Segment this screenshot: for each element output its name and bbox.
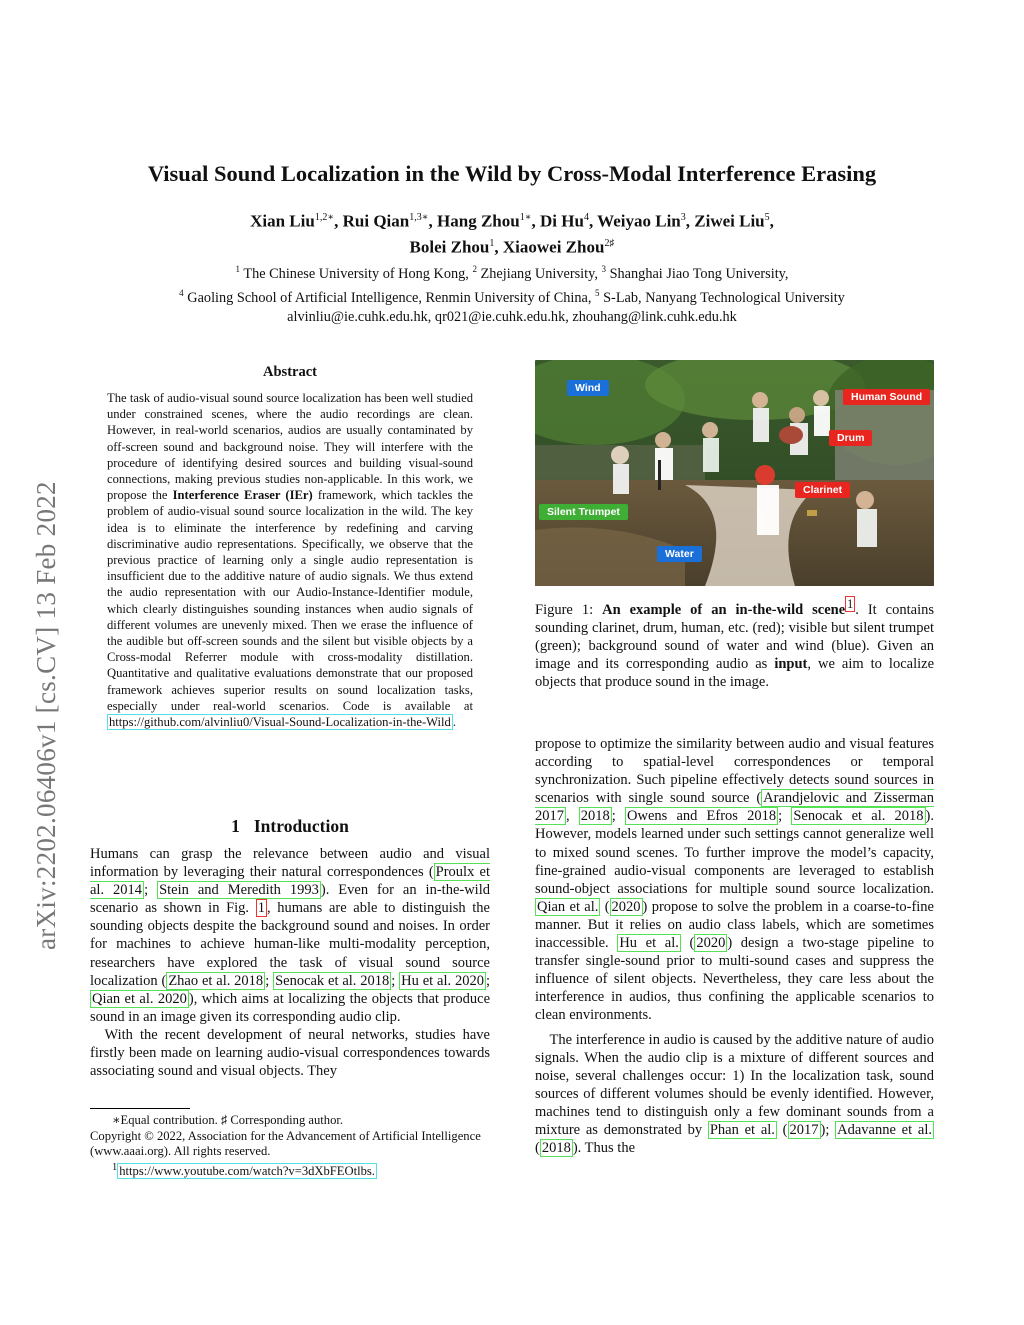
- abstract-text: framework, which tackles the problem of audio-visual sound source localization in the wild. The key idea is to eliminate the interference by redefining and carving discriminative audio representations. Specifically, we observe that the previous practice of learning only a single audio representation is insufficient due to the additive nature of audio signals. We thus extend the audio representation with our Audio-Instance-Identifier module, which clearly distinguishes sounding instances when audio signals of different volumes are unevenly mixed. Then we erase the influence of the audible but off-screen sounds and the silent but visible objects by a Cross-modal Referrer module with cross-modality distillation. Quantitative and qualitative evaluations demonstrate that our proposed framework achieves superior results on sound localization tasks, especially under real-world scenarios. Code is available at: [107, 488, 473, 713]
- footnote-video: [90, 1160, 490, 1180]
- citation-link[interactable]: 2018: [541, 1140, 571, 1157]
- body-text: ) propose to solve the problem in a coarse-to-fine manner. But it relies on audio class labels, which are sometimes inaccessible.: [535, 898, 934, 952]
- body-text: ) design a two-stage pipeline to transfer single-sound prior to multi-sound cases and suppress the influence of silent objects. Nevertheless, they care less about the interference in audios, thus confining the applicable scenarios to clean environments.: [535, 935, 934, 1024]
- body-text: , humans are able to distinguish the sounding objects despite the background sound and noises. In order for machines to achieve human-like multi-modality perception, researchers have explored the task of visual sound source localization (: [90, 900, 490, 989]
- figure-ref-link[interactable]: 1: [257, 900, 265, 917]
- clarinet-shape: [658, 460, 661, 490]
- body-text: ). Even for an in-the-wild scenario as shown in Fig.: [90, 882, 490, 917]
- author-emails: alvinliu@ie.cuhk.edu.hk, qr021@ie.cuhk.edu.hk, zhouhang@link.cuhk.edu.hk: [287, 308, 737, 325]
- abstract-body: [107, 390, 473, 730]
- author-affil-mark: 4: [583, 212, 589, 223]
- author-name: Xiaowei Zhou: [502, 237, 605, 257]
- affil-text: S-Lab, Nanyang Technological University: [599, 289, 845, 306]
- citation-link[interactable]: Adavanne et al.: [837, 1121, 932, 1138]
- section-title: Introduction: [253, 816, 349, 836]
- arxiv-sidebar: [31, 350, 65, 950]
- trumpet-shape: [807, 510, 817, 516]
- section-heading-introduction: [90, 816, 490, 837]
- right-column-body: [535, 735, 934, 1157]
- author-affil-mark: 1,3∗: [409, 212, 429, 223]
- citation-link[interactable]: Qian et al.: [537, 898, 599, 915]
- citation-link[interactable]: Senocak et al. 2018: [275, 972, 390, 989]
- figure-1-caption: [535, 595, 934, 691]
- affiliations: [80, 260, 944, 327]
- caption-label: Figure 1:: [535, 601, 603, 618]
- author-name: Bolei Zhou: [409, 237, 490, 257]
- affil-mark: 4: [179, 287, 184, 298]
- citation-link[interactable]: 2020: [611, 898, 641, 915]
- affil-mark: 5: [595, 287, 600, 298]
- body-text: (: [535, 1140, 540, 1157]
- tag-clarinet: Clarinet: [795, 482, 850, 498]
- author-affil-mark: 5: [764, 212, 770, 223]
- citation-link[interactable]: Hu et al. 2020: [401, 972, 484, 989]
- citation-link[interactable]: Arandjelovic and Zisserman 2017: [535, 790, 934, 825]
- author-name: Hang Zhou: [437, 211, 520, 231]
- author-name: Xian Liu: [250, 211, 315, 231]
- body-text: ), which aims at localizing the objects that produce sound in an image given its corresponding audio clip.: [90, 990, 491, 1025]
- drum-shape: [779, 426, 803, 444]
- body-text: ). However, models learned under such settings cannot generalize well to mixed sound scenes. To further improve the model’s capacity, fine-grained audio-visual components are leveraged to establish sound-object associations for multiple sound source localization.: [535, 808, 934, 897]
- footnotes: [90, 1113, 490, 1179]
- citation-link[interactable]: Zhao et al. 2018: [168, 972, 264, 989]
- body-text: ;: [611, 808, 625, 825]
- citation-link[interactable]: Senocak et al. 2018: [793, 808, 924, 825]
- abstract-bold: Interference Eraser (IEr): [172, 488, 313, 503]
- body-text: ,: [566, 808, 579, 825]
- body-text: ;: [391, 972, 400, 989]
- footnote-equal-contribution: ∗Equal contribution. ♯ Corresponding author.: [112, 1113, 344, 1127]
- author-affil-mark: 3: [680, 212, 686, 223]
- author-name: Rui Qian: [342, 211, 410, 231]
- abstract-text: .: [452, 715, 457, 730]
- code-link[interactable]: https://github.com/alvinliu0/Visual-Sound-Localization-in-the-Wild: [109, 715, 451, 730]
- body-text: The interference in audio is caused by the additive nature of audio signals. When the audio clip is a mixture of different sources and noise, several challenges occur: 1) In the localization task, sound sources of different volumes should be evenly identified. However, machines tend to distinguish only a few dominant sounds from a mixture as demonstrated by: [535, 1031, 934, 1138]
- tag-human-sound: Human Sound: [843, 389, 930, 405]
- author-line-1: Xian Liu$^{1,2∗}$, Rui Qian$^{1,3∗}$, Hang Zhou$^{1∗}$, Di Hu$^4$, Weiyao Lin$^3$, Ziwei Liu$^5$,: [250, 211, 774, 231]
- citation-link[interactable]: Phan et al.: [709, 1121, 775, 1138]
- affil-mark: 3: [601, 264, 606, 274]
- right-paragraph-1: [535, 735, 934, 1025]
- author-affil-mark: 1,2∗: [314, 212, 335, 223]
- affil-text: Shanghai Jiao Tong University,: [606, 265, 789, 282]
- body-text: ;: [144, 882, 158, 899]
- body-text: ;: [778, 808, 792, 825]
- tag-silent-trumpet: Silent Trumpet: [539, 504, 628, 520]
- author-line-2: Bolei Zhou$^1$, Xiaowei Zhou$^{2♯}$: [409, 237, 615, 257]
- citation-link[interactable]: 2017: [789, 1121, 819, 1138]
- caption-text: , we aim to localize objects that produce sound in the image.: [535, 656, 935, 691]
- video-link[interactable]: https://www.youtube.com/watch?v=3dXbFEOtlbs.: [119, 1163, 375, 1178]
- citation-link[interactable]: 2018: [580, 808, 610, 825]
- author-list: [100, 207, 924, 258]
- right-paragraph-2: [535, 1031, 934, 1158]
- footnote-mark: 1: [112, 1161, 118, 1173]
- citation-link[interactable]: Stein and Meredith 1993: [159, 882, 319, 899]
- affil-text: The Chinese University of Hong Kong,: [240, 265, 473, 282]
- body-text: ;: [485, 972, 490, 989]
- body-text: (: [600, 898, 610, 915]
- body-text: );: [820, 1121, 836, 1138]
- body-text: ;: [265, 972, 274, 989]
- citation-link[interactable]: Qian et al. 2020: [92, 990, 187, 1007]
- section-number: 1: [231, 816, 240, 836]
- intro-paragraph-2: With the recent development of neural networks, studies have firstly been made on learning audio-visual correspondences towards associating sound and visual objects. They: [90, 1026, 490, 1080]
- citation-link[interactable]: Proulx et al. 2014: [90, 864, 490, 899]
- author-affil-mark: 1: [489, 237, 495, 249]
- affil-mark: 2: [472, 264, 477, 274]
- footnote-rule: [90, 1108, 190, 1109]
- caption-bold: input: [774, 656, 808, 673]
- abstract-text: The task of audio-visual sound source localization has been well studied under constrained scenes, where the audio recordings are clean. However, in real-world scenarios, audios are usually contaminated by off-screen sound and background noise. They will interfere with the procedure of identifying desired sources and building visual-sound connections, making previous studies non-applicable. In this work, we propose the: [107, 391, 473, 503]
- caption-bold: An example of an in-the-wild scene: [602, 601, 846, 618]
- author-name: Di Hu: [540, 211, 584, 231]
- abstract-heading: Abstract: [263, 364, 317, 380]
- author-name: Weiyao Lin: [597, 211, 681, 231]
- intro-paragraph-1: [90, 845, 490, 1026]
- affil-text: Zhejiang University,: [476, 265, 602, 282]
- tag-water: Water: [657, 546, 702, 562]
- figure-1-image: [535, 360, 934, 586]
- body-text: (: [776, 1121, 788, 1138]
- introduction-body: [90, 845, 490, 1080]
- author-affil-mark: 1∗: [519, 212, 532, 223]
- caption-text: . It contains sounding clarinet, drum, human, etc. (red); visible but silent trumpet (green); background sound of water and wind (blue). Given an image and its corresponding audio as: [535, 601, 934, 673]
- body-text: propose to optimize the similarity between audio and visual features according to spatial-level correspondences or temporal synchronization. Such pipeline effectively detects sound sources in scenarios with single sound source (: [535, 736, 934, 807]
- citation-link[interactable]: Owens and Efros 2018: [627, 808, 777, 825]
- paper-title: Visual Sound Localization in the Wild by Cross-Modal Interference Erasing: [147, 161, 877, 186]
- citation-link[interactable]: 2020: [696, 935, 726, 952]
- footnote-copyright: Copyright © 2022, Association for the Advancement of Artificial Intelligence (www.aaai.org). All rights reserved.: [90, 1128, 481, 1158]
- affiliation-line-1: [80, 260, 944, 284]
- arxiv-id: arXiv:2202.06406v1 [cs.CV] 13 Feb 2022: [31, 481, 61, 950]
- body-text: (: [680, 935, 695, 952]
- affil-mark: 1: [235, 264, 241, 274]
- body-text: ). Thus the: [572, 1140, 635, 1157]
- affil-text: Gaoling School of Artificial Intelligence, Renmin University of China,: [183, 289, 596, 306]
- affiliation-line-2: [80, 284, 944, 308]
- footnote-ref[interactable]: 1: [847, 597, 854, 611]
- author-affil-mark: 2♯: [604, 237, 615, 249]
- body-text: Humans can grasp the relevance between audio and visual information by leveraging their natural correspondences (: [90, 846, 490, 881]
- tag-drum: Drum: [829, 430, 872, 446]
- author-name: Ziwei Liu: [694, 211, 765, 231]
- tag-wind: Wind: [567, 380, 609, 396]
- citation-link[interactable]: Hu et al.: [619, 935, 679, 952]
